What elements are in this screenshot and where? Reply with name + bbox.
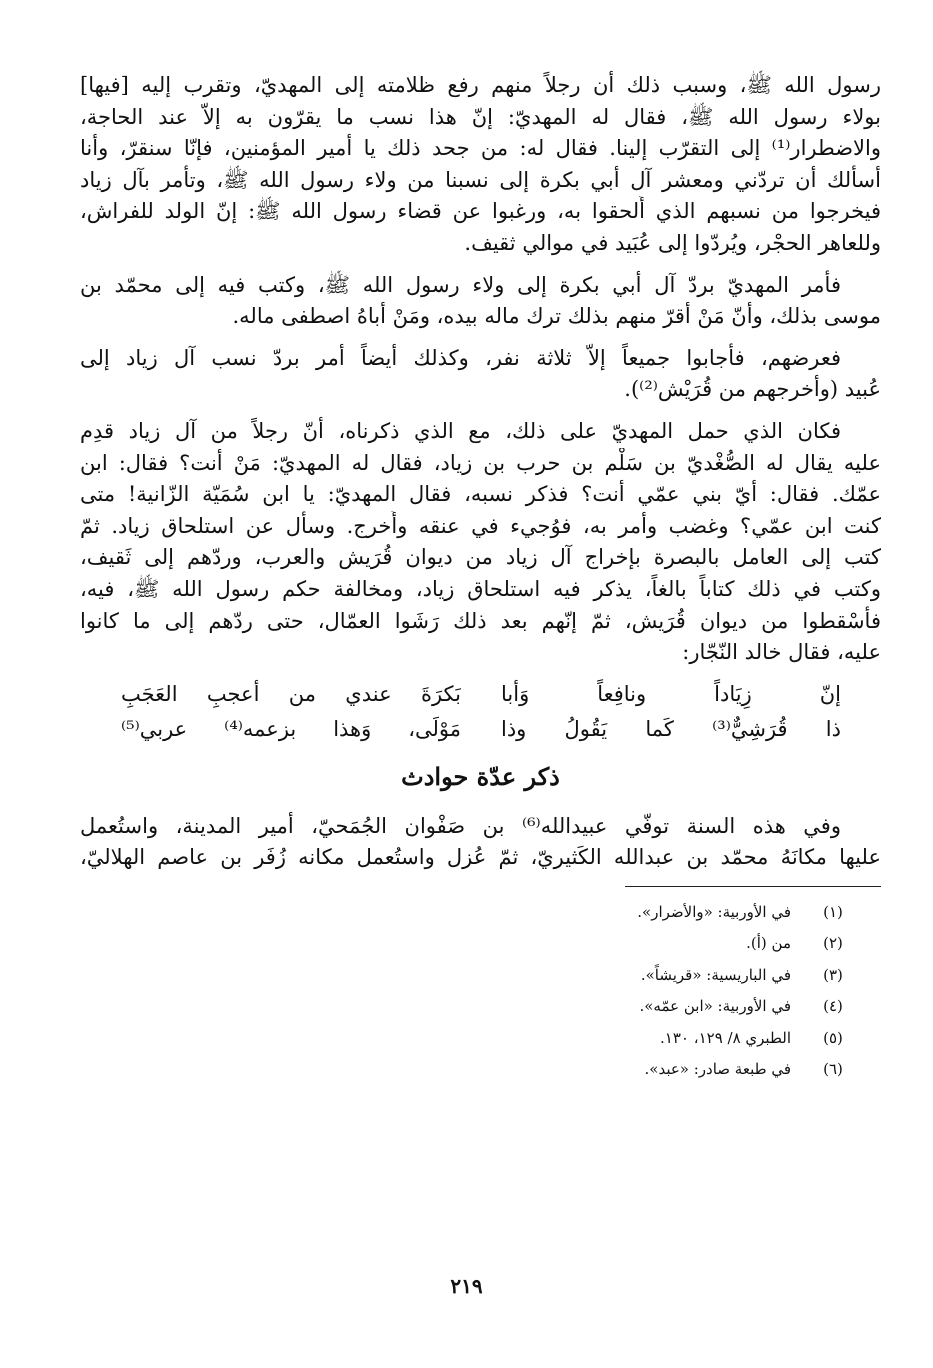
footnote: [80, 991, 881, 1023]
text-line: رسول الله ﷺ، وسبب ذلك أن رجلاً منهم رفع ظلامته إلى المهديّ، وتقرب إليه [فيها]: [80, 73, 881, 97]
paragraph-4: [80, 416, 881, 669]
verse-first-hemistich: ذا قُرَشِيٌّ⁽³⁾ كَما يَقُولُ وذا: [501, 716, 841, 741]
text-line: عليها مكانَهُ محمّد بن عبدالله الكَثيريّ، ثمّ عُزل واستُعمل مكانه زُفَر بن عاصم الهلاليّ،: [80, 845, 881, 870]
text-line: فأَسْقطوا من ديوان قُرَيش، ثمّ إنّهم بعد ذلك رَشَوا العمّال، حتى ردّهم إلى ما كانوا: [80, 608, 881, 633]
footnote-text: في الأوربية: «والأضرار».: [637, 902, 791, 921]
text-line: فيخرجوا من نسبهم الذي أُلحقوا به، ورغبوا عن قضاء رسول الله ﷺ: إنّ الولد للفراش،: [80, 199, 881, 224]
text-line: عليه، فقال خالد النّجّار:: [682, 640, 881, 665]
footnotes: [80, 897, 881, 1086]
paragraph-gap: [80, 406, 881, 416]
footnote: [80, 960, 881, 992]
text-line: عُبيد (وأخرجهم من قُرَيْش⁽²⁾).: [624, 377, 881, 402]
footnote-number: (٤): [823, 997, 843, 1016]
paragraph-1: [80, 70, 881, 260]
text-line: موسى بذلك، وأنّ مَنْ أقرّ منهم بذلك ترك ماله بيده، ومَنْ أباهُ اصطفى ماله.: [232, 304, 881, 329]
text-line: والاضطرار⁽¹⁾ إلى التقرّب إلينا. فقال له: من جحد ذلك يا أمير المؤمنين، فإنّا سنقرّ، وأنا: [80, 136, 881, 161]
paragraph-gap: [80, 260, 881, 270]
text-line: فكان الذي حمل المهديّ على ذلك، مع الذي ذكرناه، أنّ رجلاً من آل زياد قدِم: [80, 418, 841, 443]
paragraph-2: [80, 270, 881, 333]
verse-first-hemistich: إنّ زِيَاداً ونافِعاً وَأبا: [501, 681, 841, 706]
text-line: فعرضهم، فأجابوا جميعاً إلاّ ثلاثة نفر، وكذلك أيضاً أمر بردّ نسب آل زياد إلى: [80, 345, 841, 370]
page-number: ٢١٩: [450, 1274, 483, 1298]
footnote-number: (٥): [823, 1028, 843, 1047]
text-line: أسألك أن تردّني ومعشر آل أبي بكرة إلى نسبنا من ولاء رسول الله ﷺ، وتأمر بآل زياد: [80, 167, 881, 192]
footnote-text: الطبري ٨/ ١٢٩، ١٣٠.: [660, 1028, 791, 1047]
text-line: كنت ابن عمّي؟ وغضب وأمر به، فوُجيء في عنقه وأُخرج. وسأل عن استلحاق زياد. ثمّ: [80, 513, 881, 538]
text-line: عليه يقال له الصُّغْديّ بن سَلْم بن حرب بن زياد، فقال له المهديّ: مَنْ أنت؟ فقال: ابن: [80, 450, 881, 475]
text-line: فأمر المهديّ بردّ آل أبي بكرة إلى ولاء رسول الله ﷺ، وكتب فيه إلى محمّد بن: [80, 272, 841, 297]
paragraph-3: [80, 343, 881, 406]
paragraph-5: [80, 811, 881, 874]
footnote-text: من (أ).: [746, 934, 791, 953]
footnote: [80, 1054, 881, 1086]
main-text: [80, 70, 881, 874]
footnote-number: (٦): [823, 1060, 843, 1079]
footnote: [80, 897, 881, 929]
footnote: [80, 1023, 881, 1055]
poem-verse: [80, 712, 881, 747]
text-line: عمّك. فقال: أيّ بني عمّي أنت؟ فذكر نسبه، فقال المهديّ: يا ابن سُمَيّة الزّانية! متى: [80, 482, 881, 507]
verse-second-hemistich: مَوْلَى، وَهذا بزعمه⁽⁴⁾ عربي⁽⁵⁾: [121, 716, 461, 741]
text-line: بولاء رسول الله ﷺ، فقال له المهديّ: إنّ هذا نسب ما يقرّون به إلاّ عند الحاجة،: [80, 104, 881, 129]
footnote-divider: [625, 886, 881, 887]
footnote-text: في الأوربية: «ابن عمّه».: [639, 997, 791, 1016]
text-line: كتب إلى العامل بالبصرة بإخراج آل زياد من ديوان قُرَيش والعرب، وردّهم إلى ثَقيف،: [80, 545, 881, 570]
poem: [80, 677, 881, 747]
footnote-text: في طبعة صادر: «عبد».: [644, 1060, 791, 1079]
paragraph-gap: [80, 333, 881, 343]
section-heading: ذكر عدّة حوادث: [401, 761, 560, 791]
text-line: وفي هذه السنة توفّي عبيدالله⁽⁶⁾ بن صَفْوان الجُمَحيّ، أمير المدينة، واستُعمل: [80, 813, 841, 838]
footnote-number: (٢): [823, 934, 843, 953]
footnote-text: في الباريسية: «قريشاً».: [640, 965, 791, 984]
footnote-number: (٣): [823, 965, 843, 984]
footnote: [80, 928, 881, 960]
verse-second-hemistich: بَكرَةَ عندي من أعجبِ العَجَبِ: [121, 681, 461, 706]
poem-verse: [80, 677, 881, 712]
text-line: وللعاهر الحجْر، ويُردّوا إلى عُبَيد في موالي ثقيف.: [464, 230, 881, 255]
text-line: وكتب في ذلك كتاباً بالغاً، يذكر فيه استلحاق زياد، ومخالفة حكم رسول الله ﷺ، فيه،: [80, 576, 881, 601]
footnote-number: (١): [823, 902, 843, 921]
